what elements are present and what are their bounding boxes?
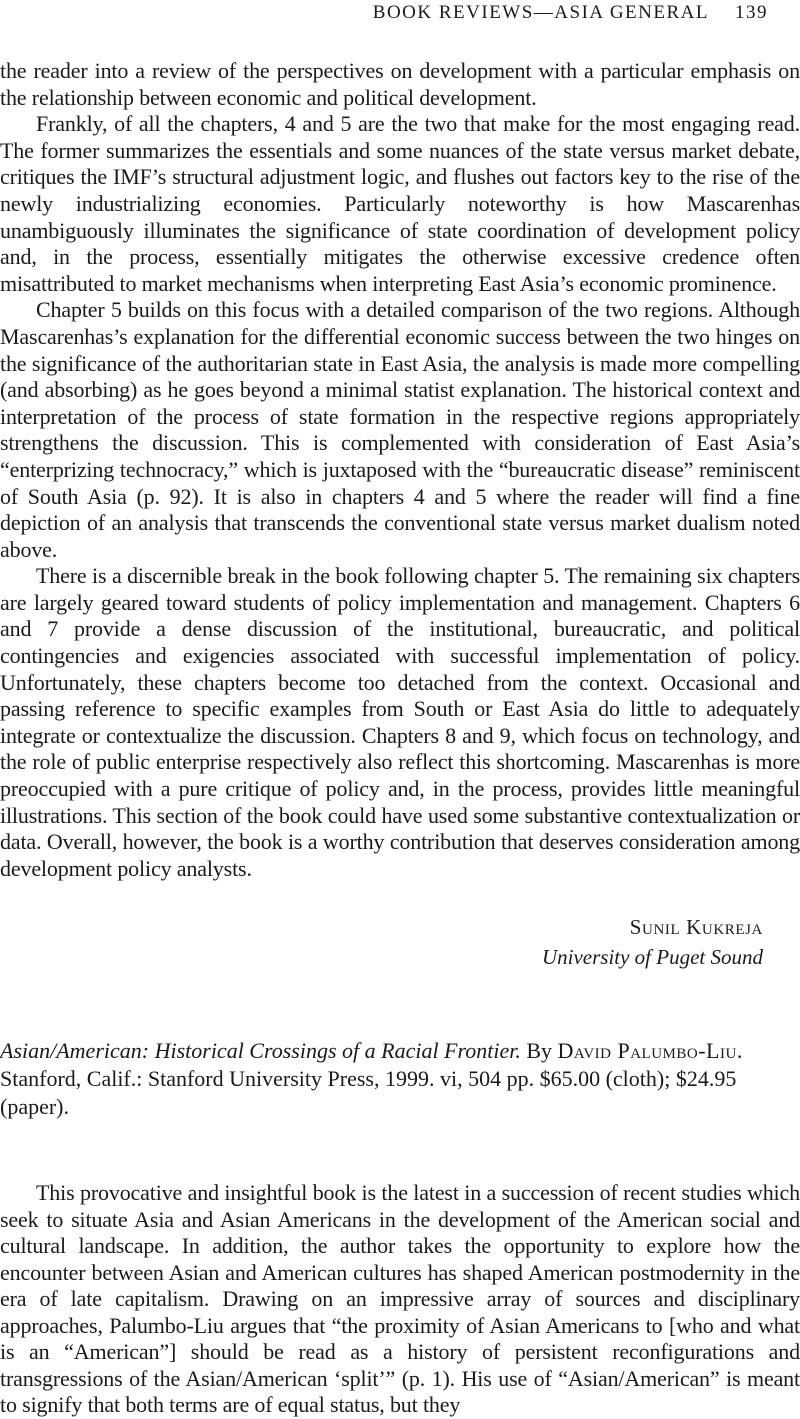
paragraph-chapters-4-5: Frankly, of all the chapters, 4 and 5 are the two that make for the most engaging read. The former summarizes the essentials and some nuances of the state versus market debate, critiques the IMF’s structural adjustment logic, and flushes out factors key to the rise of the newly industrializing economies. Particularly noteworthy is how Mascarenhas unambiguously illuminates the significance of state coordination of development policy and, in the process, essentially mitigates the otherwise excessive credence often misattributed to market mechanisms when interpreting East Asia’s economic prominence. [0,111,800,296]
page-number: 139 [735,2,768,23]
reviewer-affiliation: University of Puget Sound [541,945,763,969]
second-review-body [0,1180,800,1419]
section-title: BOOK REVIEWS—ASIA GENERAL [372,2,709,23]
book-citation [0,1037,780,1121]
paragraph-opening: This provocative and insightful book is the latest in a succession of recent studies which seek to situate Asia and Asian Americans in the development of the American social and cultural landscape. In addition, the author takes the opportunity to explore how the encounter between Asian and American cultures has shaped American postmodernity in the era of late capitalism. Drawing on an impressive array of sources and disciplinary approaches, Palumbo-Liu argues that “the proximity of Asian Americans to [who and what is an “American”] should be read as a history of persistent reconfigurations and transgressions of the Asian/American ‘split’” (p. 1). His use of “Asian/American” is meant to signify that both terms are of equal status, but they [0,1180,800,1417]
paragraph-chapter-5: Chapter 5 builds on this focus with a detailed comparison of the two regions. Although Mascarenhas’s explanation for the differential economic success between the two hinges on the significance of the authoritarian state in East Asia, the analysis is made more compelling (and absorbing) as he goes beyond a minimal statist explanation. The historical context and interpretation of the process of state formation in the respective regions appropriately strengthens the discussion. This is complemented with consideration of East Asia’s “enterprizing technocracy,” which is juxtaposed with the “bureaucratic disease” reminiscent of South Asia (p. 92). It is also in chapters 4 and 5 where the reader will find a fine depiction of an analysis that transcends the conventional state versus market dualism noted above. [0,297,800,562]
review-body [0,58,800,882]
book-author: David Palumbo-Liu [557,1038,737,1063]
paragraph-continued: the reader into a review of the perspectives on development with a particular emphasis on the relationship between economic and political development. [0,58,800,110]
publication-details: . Stanford, Calif.: Stanford University Press, 1999. vi, 504 pp. $65.00 (cloth); $24.95 (paper). [0,1038,743,1119]
citation-by: By [520,1038,558,1063]
paragraph-remaining-chapters: There is a discernible break in the book following chapter 5. The remaining six chapters are largely geared toward students of policy implementation and management. Chapters 6 and 7 provide a dense discussion of the institutional, bureaucratic, and political contingencies and exigencies associated with successful implementation of policy. Unfortunately, these chapters become too detached from the context. Occasional and passing reference to specific examples from South or East Asia do little to adequately integrate or contextualize the discussion. Chapters 8 and 9, which focus on technology, and the role of public enterprise respectively also reflect this shortcoming. Mascarenhas is more preoccupied with a pure critique of policy and, in the process, provides little meaningful illustrations. This section of the book could have used some substantive contextualization or data. Overall, however, the book is a worthy contribution that deserves consideration among development policy analysts. [0,563,800,881]
running-header [373,0,768,30]
book-title: Asian/American: Historical Crossings of a Racial Frontier. [0,1038,521,1063]
reviewer-signature [542,912,763,972]
reviewer-name: Sunil Kukreja [629,915,763,939]
